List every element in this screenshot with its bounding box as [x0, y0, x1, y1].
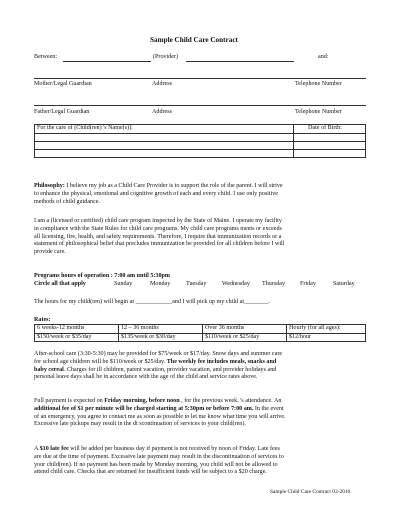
rate-cell: $135/week or $30/day: [119, 333, 203, 342]
children-header: For the care of [Child(ren) 's Name(s)]:: [35, 125, 294, 134]
philosophy-heading: Philosophy:: [34, 183, 65, 189]
rate-cell: 6 weeks-12 months: [35, 325, 119, 334]
afterschool-bold: The weekly fee includes meals, snacks and: [166, 358, 277, 365]
dob-cell[interactable]: [294, 134, 366, 142]
day-option[interactable]: Sunday: [114, 281, 133, 287]
rate-cell: 12 – 36 months: [119, 325, 203, 334]
payment-section: [34, 398, 366, 429]
day-option[interactable]: Saturday: [333, 281, 355, 287]
licensing-line: I am a (licensed or certified) child care program inspected by the State of Maine. I operate my facility: [34, 218, 282, 224]
rates-heading: Rates:: [34, 317, 51, 323]
mother-address-label: Address: [152, 81, 172, 87]
rate-cell: $110/week or $25/day: [203, 333, 287, 342]
children-cell[interactable]: [35, 134, 294, 142]
between-blank[interactable]: [63, 61, 151, 62]
children-table: [34, 124, 366, 158]
licensing-section: [34, 218, 366, 257]
payment-text: In the event: [253, 405, 284, 412]
payment-text: Full payment is expected on: [34, 398, 105, 404]
philosophy-line: I believe my job as a Child Care Provider is to support the role of the parent. I will strive: [64, 183, 283, 189]
latefee-line: attend child care. Checks that are returned for insufficient funds will be subject to a $20 charge.: [34, 469, 267, 476]
circle-instruction: Circle all that apply: [34, 281, 86, 287]
day-option[interactable]: Wednesday: [222, 281, 250, 287]
licensing-line: all licensing, fire, health, and safety requirements. Therefore, I require that immunization records or a: [34, 233, 282, 240]
payment-text: , for the previous week. 's attendance. An: [179, 398, 282, 404]
mother-phone-label: Telephone Number: [295, 81, 342, 87]
latefee-bold: $10 late fee: [39, 446, 69, 452]
hours-dropoff-line: The hours for my child(ren) will begin at ____________and I will pick up my child at________.: [34, 299, 270, 305]
afterschool-text: . Charges for ill children, parent vacation, provider vacation, and provider holidays and: [63, 366, 277, 373]
rate-cell: Over 36 months: [203, 325, 287, 334]
children-cell[interactable]: [35, 142, 294, 150]
parent-blank[interactable]: [186, 61, 294, 62]
father-line[interactable]: [34, 105, 366, 106]
philosophy-line: to enhance the physical, emotional and cognitive growth of each and every child. I use only positive: [34, 190, 279, 197]
payment-bold: additional fee of $1 per minute will be charged starting at 5:30pm or before 7:00 am.: [34, 405, 254, 412]
philosophy-line: methods of child guidance.: [34, 198, 100, 205]
children-cell[interactable]: [35, 150, 294, 158]
latefee-text: will be added per business day if payment is not received by noon of Friday. Late fees: [68, 446, 280, 452]
father-phone-label: Telephone Number: [295, 109, 342, 115]
philosophy-section: [34, 183, 366, 206]
afterschool-bold: baby cereal: [34, 366, 64, 373]
between-label: Between:: [34, 54, 58, 60]
day-option[interactable]: Tuesday: [186, 281, 207, 287]
day-option[interactable]: Thursday: [262, 281, 286, 287]
afterschool-line: After-school care (3:30-5:30) may be provided for $75/week or $17/day. Snow days and summer care: [34, 351, 283, 357]
day-option[interactable]: Monday: [150, 281, 171, 287]
rate-cell: $12/hour: [287, 333, 366, 342]
licensing-line: statement of philosophical belief that precludes immunization be provided for all children before I will: [34, 241, 285, 248]
payment-line: Excessive late pickups may result in the di scontinuation of services to your child(ren).: [34, 421, 246, 428]
afterschool-line: personal leave days shall be in accordance with the age of the child and service rates above.: [34, 374, 258, 381]
page-footer: Sample Child Care Contract 03-2016: [270, 489, 351, 495]
afterschool-section: [34, 351, 366, 382]
latefee-section: [34, 446, 366, 477]
rate-cell: $150/week or $35/day: [35, 333, 119, 342]
dob-cell[interactable]: [294, 150, 366, 158]
dob-header: Date of Birth:: [294, 125, 366, 134]
latefee-line: are due at the time of payment. Excessive late payment may result in the discontinuation of services to: [34, 453, 284, 460]
father-address-label: Address: [152, 109, 172, 115]
afterschool-text: for school age children will be $110/week or $25/day.: [34, 358, 167, 365]
latefee-text: A: [34, 446, 40, 452]
rate-cell: Hourly (for all ages):: [287, 325, 366, 334]
father-label: Father/Legal Guardian: [34, 109, 90, 115]
payment-line: of an emergency, you agree to contact me as soon as possible to let me know what time you will arrive.: [34, 413, 286, 420]
latefee-line: your child(ren). If no payment has been made by Monday morning, you child will not be allowed to: [34, 461, 278, 468]
mother-line[interactable]: [34, 78, 366, 79]
and-label: and:: [318, 54, 329, 60]
licensing-line: provide care.: [34, 249, 66, 256]
dob-cell[interactable]: [294, 142, 366, 150]
hours-heading: Programs hours of operation : 7:00 am until 5:30pm: [34, 273, 170, 279]
provider-label: (Provider): [153, 54, 179, 60]
licensing-line: in compliance with the State Rules for child care programs. My child care programs meets or exceeds: [34, 225, 282, 232]
page-title: Sample Child Care Contract: [150, 36, 238, 44]
mother-label: Mother/Legal Guardian: [34, 81, 92, 87]
rates-table: [34, 324, 366, 342]
payment-bold: Friday morning, before noon: [104, 398, 180, 404]
day-option[interactable]: Friday: [300, 281, 316, 287]
